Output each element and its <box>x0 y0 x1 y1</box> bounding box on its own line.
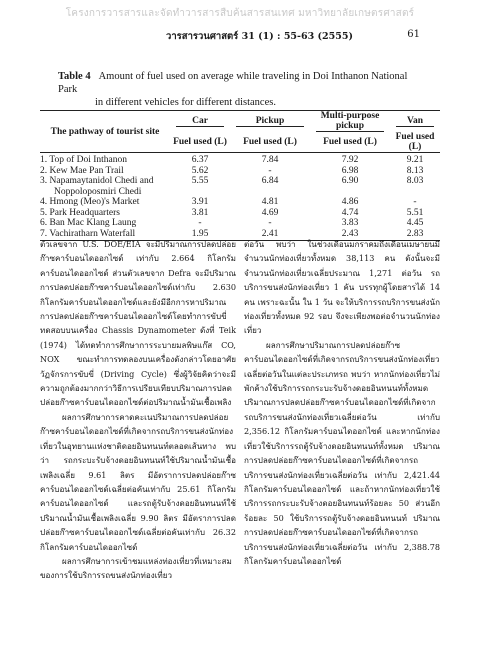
mpv-cell: 3.83 <box>341 218 359 228</box>
vehicle-header-mpv: Multi-purpose pickup <box>310 111 390 133</box>
body-column-left <box>40 237 236 583</box>
paragraph: ต่อวัน พบว่า ในช่วงเดือนมกราคมถึงเดือนเมษายนมีจำนวนนักท่องเที่ยวทั้งหมด 38,113 คน ดังนั้นจะมีจำนวนนักท่องเที่ยวเฉลี่ยประมาณ 1,271 ต่อวัน รถบริการขนส่งนักท่องเที่ยว 1 คัน บรรทุกผู้โดยสารได้ 14 คน เพราะฉะนั้น ใน 1 วัน จะให้บริการรถบริการขนส่งนักท่องเที่ยวทั้งหมด 92 รอบ จึงจะเพียงพอต่อจำนวนนักท่องเที่ยว <box>244 239 440 336</box>
vehicle-header-van: Van <box>390 111 440 133</box>
table-row <box>40 176 440 187</box>
car-cell: 5.55 <box>191 176 209 186</box>
car-cell: 5.62 <box>191 165 209 176</box>
route-cell-continuation: Noppoloposmiri Chedi <box>54 186 142 197</box>
van-cell: 8.13 <box>406 165 424 176</box>
car-cell: 3.91 <box>191 197 209 207</box>
van-cell: 8.03 <box>406 176 424 186</box>
vehicle-header-car: Car <box>170 111 230 133</box>
body-column-right <box>244 237 440 568</box>
table-header-row <box>40 111 440 133</box>
table-caption <box>58 70 428 109</box>
car-cell: 6.37 <box>191 155 209 165</box>
table-row <box>40 153 440 166</box>
car-cell: - <box>198 218 202 228</box>
watermark-text: โครงการวารสารและจัดทำวารสารสืบค้นสารสนเทศ มหาวิทยาลัยเกษตรศาสตร์ <box>65 8 415 19</box>
caption-line-2: in different vehicles for different distances. <box>95 97 276 108</box>
mpv-cell: 4.86 <box>341 197 359 207</box>
table-row <box>40 166 440 177</box>
pickup-cell: 4.81 <box>261 197 279 207</box>
paragraph: ผลการศึกษาการเข้าชมแหล่งท่องเที่ยวที่เหมาะสมของการใช้บริการรถขนส่งนักท่องเที่ยว <box>40 555 232 581</box>
unit-header: Fuel used (L) <box>230 132 310 153</box>
route-cell: 4. Hmong (Meo)'s Market <box>40 197 140 207</box>
journal-citation: วารสารวนศาสตร์ 31 (1) : 55-63 (2555) <box>166 31 353 42</box>
van-cell: - <box>413 197 417 207</box>
paragraph: ผลการศึกษาปริมาณการปลดปล่อยก๊าซคาร์บอนไดออกไซด์ที่เกิดจากรถบริการขนส่งนักท่องเที่ยวเฉลี่ยต่อวันในแต่ละประเภทรถ พบว่า หากนักท่องเที่ยวไม่พักค้างใช้บริการรถกระบะรับจ้างดอยอินทนนท์ทั้งหมด ปริมาณการปลดปล่อยก๊าซคาร์บอนไดออกไซด์ที่เกิดจากรถบริการขนส่งนักท่องเที่ยวเฉลี่ยต่อวัน เท่ากับ 2,356.12 กิโลกรัมคาร์บอนไดออกไซด์ และหากนักท่องเที่ยวใช้บริการรถตู้รับจ้างดอยอินทนนท์ทั้งหมด ปริมาณการปลดปล่อยก๊าซคาร์บอนไดออกไซด์ที่เกิดจากรถบริการขนส่งนักท่องเที่ยวเฉลี่ยต่อวัน เท่ากับ 2,421.44 กิโลกรัมคาร์บอนไดออกไซด์ และถ้าหากนักท่องเที่ยวใช้บริการรถกระบะรับจ้างดอยอินทนนท์ร้อยละ 50 ส่วนอีกร้อยละ 50 ใช้บริการรถตู้รับจ้างดอยอินทนนท์ ปริมาณการปลดปล่อยก๊าซคาร์บอนไดออกไซด์ที่เกิดจากรถบริการขนส่งนักท่องเที่ยวเฉลี่ยต่อวัน เท่ากับ 2,388.78 กิโลกรัมคาร์บอนไดออกไซด์ <box>244 339 440 566</box>
car-cell: 3.81 <box>191 207 209 218</box>
route-cell: 1. Top of Doi Inthanon <box>40 155 128 165</box>
mpv-cell: 6.90 <box>341 176 359 186</box>
paragraph: ตัวเลขจาก U.S. DOE/EIA จะมีปริมาณการปลดปล่อยก๊าซคาร์บอนไดออกไซด์ เท่ากับ 2.664 กิโลกรัมคาร์บอนไดออกไซด์ ส่วนตัวเลขจาก Defra จะมีปริมาณการปลดปล่อยก๊าซคาร์บอนไดออกไซด์เท่ากับ 2.630 กิโลกรัมคาร์บอนไดออกไซด์และยังมีอีกการหาปริมาณการปลดปล่อยก๊าซคาร์บอนไดออกไซด์โดยทำการขับขี่ทดสอบบนเครื่อง Chassis Dynamometer ดังที่ Teik (1974) ได้ทดทำการศึกษาการระบายมลพิษแก๊ส CO, NOX ขณะทำการทดลองบนเครื่องดังกล่าวโดยอาศัยวัฏจักรการขับขี่ (Driving Cycle) ซึ่งผู้วิจัยคิดว่าจะมีความถูกต้องมากกว่าวิธีการเปรียบเทียบปริมาณการปลดปล่อยก๊าซคาร์บอนไดออกไซด์ต่อปริมาณน้ำมันเชื้อเพลิง <box>40 239 236 408</box>
table-label: Table 4 <box>58 71 91 82</box>
page-number: 61 <box>407 29 420 40</box>
car-cell: 1.95 <box>170 229 230 241</box>
fuel-table <box>40 110 440 241</box>
pickup-cell: 4.69 <box>261 207 279 218</box>
mpv-cell: 6.98 <box>341 165 359 176</box>
vehicle-header-pickup: Pickup <box>230 111 310 133</box>
pickup-cell: - <box>268 165 272 176</box>
van-cell: 9.21 <box>406 155 424 165</box>
van-cell: 2.83 <box>390 229 440 241</box>
van-cell: 4.45 <box>406 218 424 228</box>
unit-header: Fuel used (L) <box>310 132 390 153</box>
table-row <box>40 197 440 208</box>
pickup-cell: 6.84 <box>261 176 279 186</box>
pickup-cell: - <box>268 218 272 228</box>
route-cell: 2. Kew Mae Pan Trail <box>40 165 124 176</box>
pickup-cell: 2.41 <box>230 229 310 241</box>
page-header <box>0 29 480 43</box>
route-cell: 6. Ban Mac Klang Laung <box>40 218 137 228</box>
route-cell: 3. Napamaytanidol Chedi and <box>40 176 154 186</box>
route-cell: 5. Park Headquarters <box>40 207 120 218</box>
caption-line-1: Amount of fuel used on average while traveling in Doi Inthanon National Park <box>58 71 408 95</box>
paragraph: ผลการศึกษาการคาดคะเนปริมาณการปลดปล่อยก๊าซคาร์บอนไดออกไซด์ที่เกิดจากรถบริการขนส่งนักท่องเที่ยวในอุทยานแห่งชาติดอยอินทนนท์ตลอดเส้นทาง พบว่า รถกระบะรับจ้างดอยอินทนนท์ใช้ปริมาณน้ำมันเชื้อเพลิงเฉลี่ย 9.61 ลิตร มีอัตราการปลดปล่อยก๊าซคาร์บอนไดออกไซด์เฉลี่ยต่อคันเท่ากับ 25.61 กิโลกรัมคาร์บอนไดออกไซด์ และรถตู้รับจ้างดอยอินทนนท์ใช้ปริมาณน้ำมันเชื้อเพลิงเฉลี่ย 9.90 ลิตร มีอัตราการปลดปล่อยก๊าซคาร์บอนไดออกไซด์เฉลี่ยต่อคันเท่ากับ 26.32 กิโลกรัมคาร์บอนไดออกไซด์ <box>40 411 236 552</box>
van-cell: 5.51 <box>406 207 424 218</box>
mpv-cell: 4.74 <box>341 207 359 218</box>
pickup-cell: 7.84 <box>261 155 279 165</box>
route-cell: 7. Vachiratharn Waterfall <box>40 229 170 241</box>
mpv-cell: 7.92 <box>341 155 359 165</box>
table-row <box>40 218 440 229</box>
mpv-cell: 2.43 <box>310 229 390 241</box>
unit-header: Fuel used (L) <box>390 132 440 153</box>
unit-header: Fuel used (L) <box>170 132 230 153</box>
table-row-continuation <box>40 187 440 198</box>
row-header-cell: The pathway of tourist site <box>40 111 170 153</box>
table-row <box>40 208 440 219</box>
